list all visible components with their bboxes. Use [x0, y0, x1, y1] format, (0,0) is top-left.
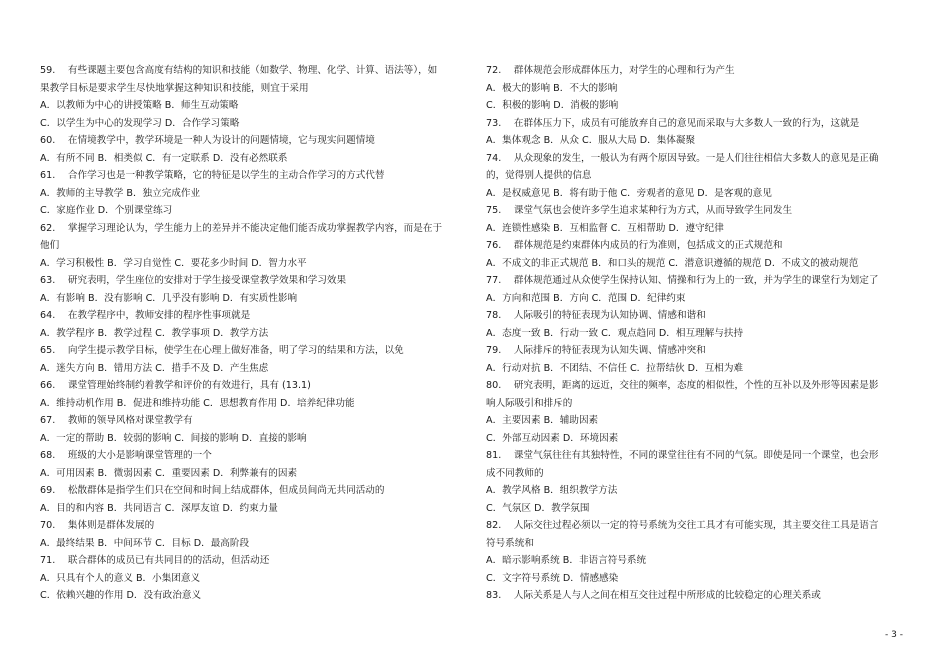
text-line: A．学习积极性 B．学习自觉性 C．要花多少时间 D．智力水平 — [40, 257, 307, 269]
text-line: 71. 联合群体的成员已有共同目的的活动，但活动还 — [40, 555, 270, 566]
text-line: A．集体观念 B．从众 C．服从大局 D．集体凝聚 — [486, 135, 696, 146]
text-line: A．方向和范围 B．方向 C．范围 D．纪律约束 — [486, 292, 686, 304]
text-line: 77. 群体规范通过从众使学生保持认知、情操和行为上的一致，并为学生的课堂行为划定了 — [486, 275, 879, 286]
text-line: A．主要因素 B．辅助因素 — [486, 415, 599, 426]
text-line: 70. 集体则是群体发展的 — [40, 520, 155, 531]
text-line: C．气氛区 D．教学氛围 — [486, 502, 590, 514]
text-line: 73. 在群体压力下，成员有可能放弃自己的意见而采取与大多数人一致的行为，这就是 — [486, 117, 860, 129]
text-line: A．连锁性感染 B．互相监督 C．互相帮助 D．遵守纪律 — [486, 222, 724, 234]
text-line: 82. 人际交往过程必须以一定的符号系统为交往工具才有可能实现，其主要交往工具是语言 — [486, 520, 879, 531]
text-line: C．外部互动因素 D．环境因素 — [486, 432, 619, 444]
left-column — [40, 62, 465, 605]
text-line: 80. 研究表明，距离的远近，交往的频率，态度的相似性，个性的互补以及外形等因素是影 — [486, 380, 879, 391]
text-line: A．最终结果 B．中间环节 C．目标 D．最高阶段 — [40, 537, 250, 549]
text-line: 62. 掌握学习理论认为，学生能力上的差异并不能决定他们能否成功掌握教学内容，而是在于 — [40, 222, 443, 234]
text-line: A．行动对抗 B．不团结、不信任 C．拉帮结伙 D．互相为难 — [486, 362, 744, 374]
text-line: 72. 群体规范会形成群体压力，对学生的心理和行为产生 — [486, 65, 735, 76]
text-line: 64. 在教学程序中，教师安排的程序性事项就是 — [40, 310, 251, 321]
text-line: A．一定的帮助 B．较弱的影响 C．间接的影响 D．直接的影响 — [40, 432, 307, 444]
text-line: A．教学程序 B．教学过程 C．教学事项 D．教学方法 — [40, 327, 269, 339]
text-line: 65. 向学生提示教学目标，使学生在心理上做好准备，明了学习的结果和方法，以免 — [40, 345, 404, 356]
text-line: C．以学生为中心的发现学习 D．合作学习策略 — [40, 117, 240, 129]
text-line: A．有影响 B．没有影响 C．几乎没有影响 D．有实质性影响 — [40, 292, 298, 304]
page-number: - 3 - — [885, 630, 903, 640]
text-line: 67. 教师的领导风格对课堂教学有 — [40, 415, 193, 426]
text-line: A．只具有个人的意义 B．小集团意义 — [40, 572, 201, 584]
text-line: 83. 人际关系是人与人之间在相互交往过程中所形成的比较稳定的心理关系或 — [486, 590, 821, 601]
text-line: A．迷失方向 B．错用方法 C．措手不及 D．产生焦虑 — [40, 362, 269, 374]
text-line: 的，觉得别人提供的信息 — [486, 170, 592, 181]
text-line: A．有所不同 B．相类似 C．有一定联系 D．没有必然联系 — [40, 152, 288, 164]
text-line: 81. 课堂气氛往往有其独特性，不同的课堂往往有不同的气氛。即使是同一个课堂，也会形 — [486, 450, 879, 461]
text-line: 74. 从众现象的发生，一般认为有两个原因导致。一是人们往往相信大多数人的意见是正确 — [486, 152, 879, 164]
text-line: A．教师的主导教学 B．独立完成作业 — [40, 187, 201, 199]
text-line: A．暗示影响系统 B．非语言符号系统 — [486, 555, 647, 566]
text-line: 78. 人际吸引的特征表现为认知协调、情感和谐和 — [486, 310, 706, 321]
text-line: A．教学风格 B．组织教学方法 — [486, 485, 618, 496]
text-line: A．可用因素 B．微弱因素 C．重要因素 D．利弊兼有的因素 — [40, 467, 298, 479]
text-line: A．态度一致 B．行动一致 C．观点趋同 D．相互理解与扶持 — [486, 327, 744, 339]
text-line: A．极大的影响 B．不大的影响 — [486, 82, 618, 94]
text-line: C．积极的影响 D．消极的影响 — [486, 100, 619, 111]
text-line: 69. 松散群体是指学生们只在空间和时间上结成群体，但成员间尚无共同活动的 — [40, 485, 385, 496]
text-line: 59. 有些课题主要包含高度有结构的知识和技能（如数学、物理、化学、计算、语法等），如 — [40, 65, 438, 76]
text-line: C．文字符号系统 D．情感感染 — [486, 572, 619, 584]
right-column — [486, 62, 911, 605]
text-line: 79. 人际排斥的特征表现为认知失调、情感冲突和 — [486, 345, 706, 356]
text-line: 成不同教师的 — [486, 467, 544, 479]
text-line: 果教学目标是要求学生尽快地掌握这种知识和技能，则宜于采用 — [40, 82, 309, 94]
text-line: C．依赖兴趣的作用 D．没有政治意义 — [40, 590, 202, 601]
text-line: C．家庭作业 D．个别课堂练习 — [40, 205, 173, 216]
text-line: 他们 — [40, 240, 60, 251]
text-line: 符号系统和 — [486, 537, 534, 549]
text-line: A．维持动机作用 B．促进和维持功能 C．思想教育作用 D．培养纪律功能 — [40, 397, 355, 409]
text-line: 61. 合作学习也是一种教学策略，它的特征是以学生的主动合作学习的方式代替 — [40, 170, 385, 181]
text-line: 60. 在情境教学中，教学环境是一种人为设计的问题情境，它与现实问题情境 — [40, 135, 375, 146]
text-line: 66. 课堂管理始终制约着教学和评价的有效进行，具有 (13.1) — [40, 380, 311, 391]
text-line: 76. 群体规范是约束群体内成员的行为准则，包括成文的正式规范和 — [486, 240, 783, 251]
text-line: A．不成文的非正式规范 B．和口头的规范 C．潜意识遵循的规范 D．不成文的被动规范 — [486, 257, 859, 269]
text-line: 75. 课堂气氛也会使许多学生追求某种行为方式，从而导致学生同发生 — [486, 205, 793, 216]
text-line: A．是权威意见 B．将有助于他 C．旁观者的意见 D．是客观的意见 — [486, 187, 772, 199]
text-line: 68. 班级的大小是影响课堂管理的一个 — [40, 450, 212, 461]
text-line: 63. 研究表明，学生座位的安排对于学生接受课堂教学效果和学习效果 — [40, 275, 347, 286]
text-line: 响人际吸引和排斥的 — [486, 397, 573, 409]
text-line: A．以教师为中心的讲授策略 B．师生互动策略 — [40, 100, 239, 111]
text-line: A．目的和内容 B．共同语言 C．深厚友谊 D．约束力量 — [40, 502, 278, 514]
